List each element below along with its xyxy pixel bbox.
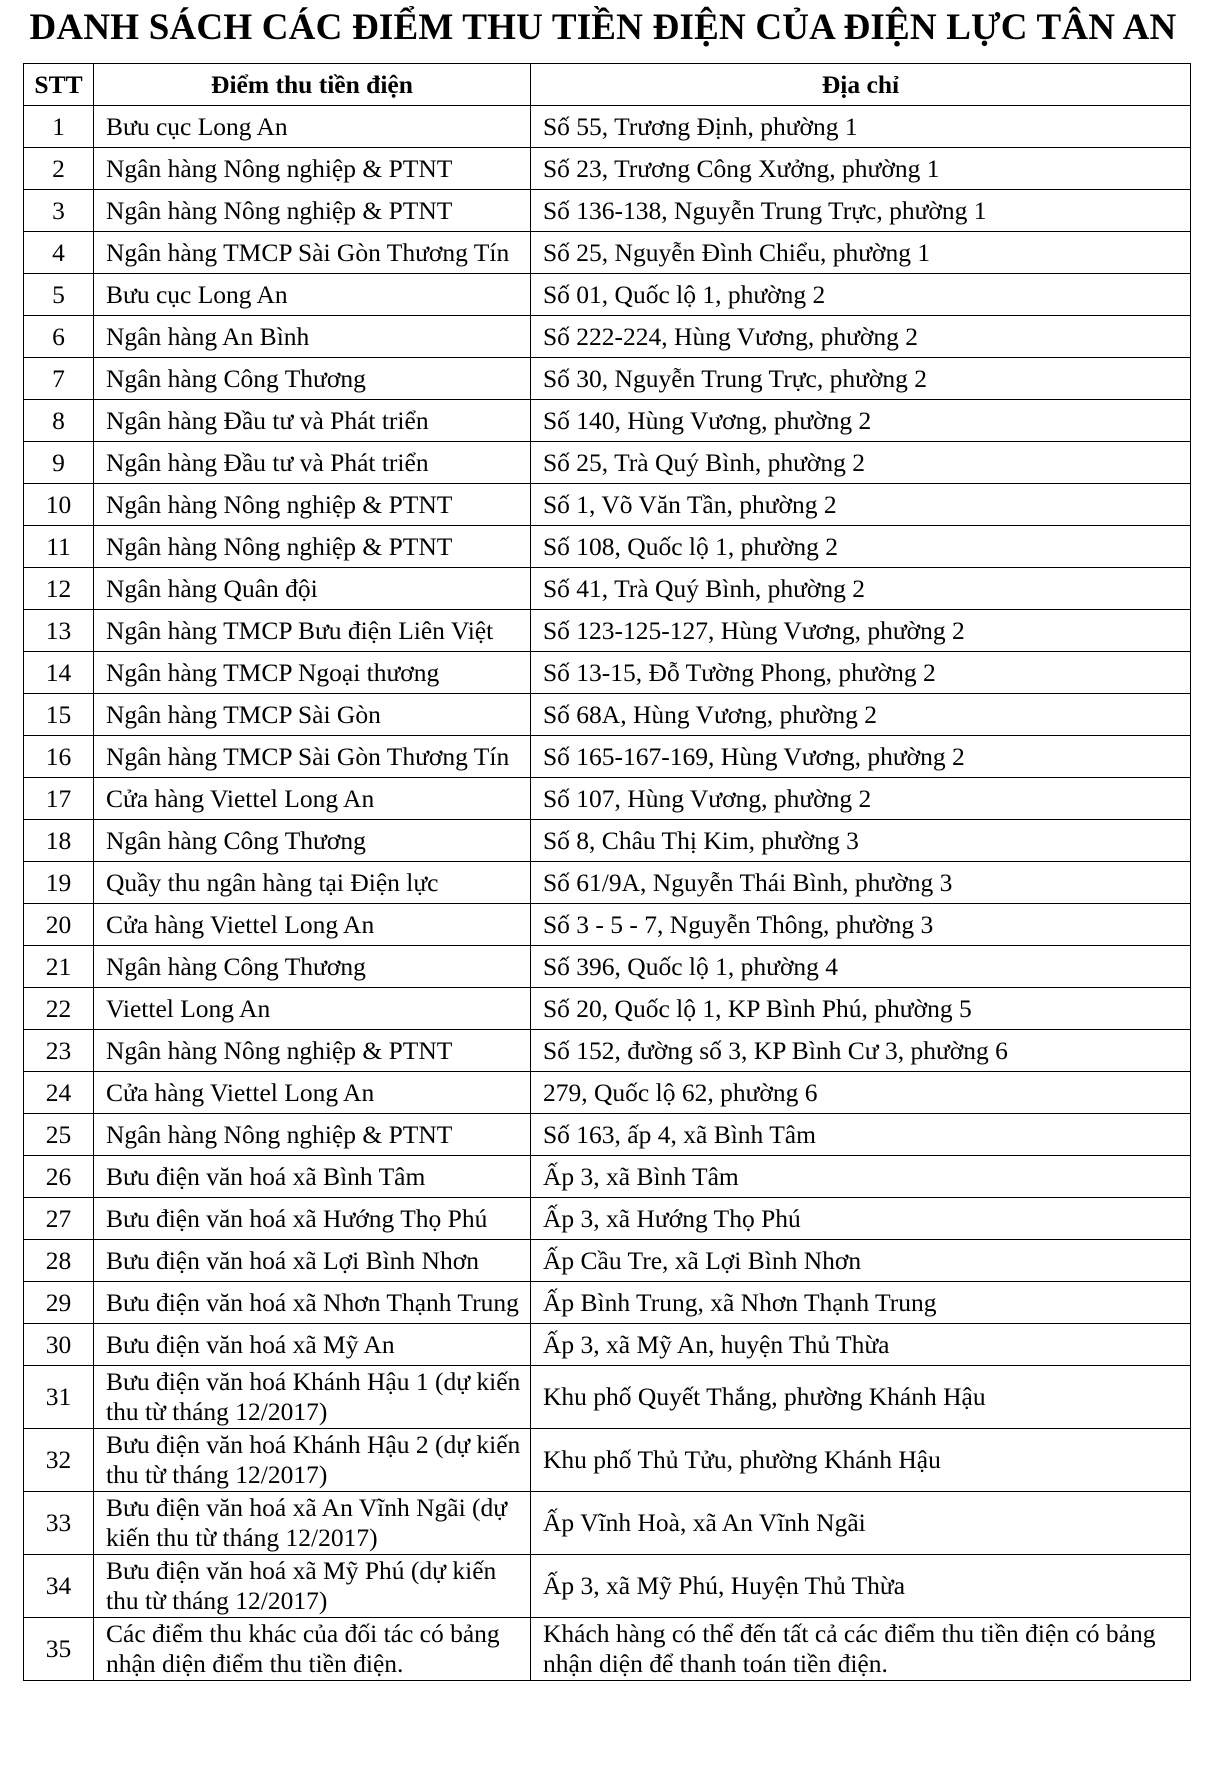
- table-row: [24, 988, 1191, 1030]
- cell-address: Ấp 3, xã Mỹ Phú, Huyện Thủ Thừa: [531, 1555, 1191, 1618]
- cell-address: Số 25, Nguyễn Đình Chiểu, phường 1: [531, 232, 1191, 274]
- cell-stt: 31: [24, 1366, 94, 1429]
- table-row: [24, 778, 1191, 820]
- cell-address: Số 1, Võ Văn Tần, phường 2: [531, 484, 1191, 526]
- cell-payment-point: Ngân hàng Công Thương: [94, 946, 531, 988]
- cell-payment-point: Ngân hàng TMCP Sài Gòn Thương Tín: [94, 736, 531, 778]
- cell-payment-point: Ngân hàng Nông nghiệp & PTNT: [94, 1114, 531, 1156]
- cell-payment-point: Ngân hàng Nông nghiệp & PTNT: [94, 148, 531, 190]
- cell-payment-point: Quầy thu ngân hàng tại Điện lực: [94, 862, 531, 904]
- cell-stt: 6: [24, 316, 94, 358]
- cell-stt: 34: [24, 1555, 94, 1618]
- cell-address: Số 25, Trà Quý Bình, phường 2: [531, 442, 1191, 484]
- cell-stt: 21: [24, 946, 94, 988]
- table-row: [24, 1618, 1191, 1681]
- cell-stt: 11: [24, 526, 94, 568]
- cell-stt: 4: [24, 232, 94, 274]
- cell-stt: 10: [24, 484, 94, 526]
- cell-address: Số 123-125-127, Hùng Vương, phường 2: [531, 610, 1191, 652]
- table-body: [24, 106, 1191, 1681]
- cell-payment-point: Bưu điện văn hoá xã Lợi Bình Nhơn: [94, 1240, 531, 1282]
- header-stt: STT: [24, 64, 94, 106]
- cell-payment-point: Ngân hàng TMCP Sài Gòn Thương Tín: [94, 232, 531, 274]
- cell-payment-point: Bưu điện văn hoá xã Mỹ Phú (dự kiến thu từ tháng 12/2017): [94, 1555, 531, 1618]
- cell-payment-point: Ngân hàng Nông nghiệp & PTNT: [94, 526, 531, 568]
- cell-payment-point: Bưu điện văn hoá xã Hướng Thọ Phú: [94, 1198, 531, 1240]
- cell-address: Số 107, Hùng Vương, phường 2: [531, 778, 1191, 820]
- cell-stt: 15: [24, 694, 94, 736]
- cell-payment-point: Ngân hàng Công Thương: [94, 820, 531, 862]
- cell-address: Số 23, Trương Công Xưởng, phường 1: [531, 148, 1191, 190]
- cell-payment-point: Bưu điện văn hoá xã Bình Tâm: [94, 1156, 531, 1198]
- cell-address: Số 152, đường số 3, KP Bình Cư 3, phường 6: [531, 1030, 1191, 1072]
- cell-address: Số 61/9A, Nguyễn Thái Bình, phường 3: [531, 862, 1191, 904]
- table-row: [24, 1366, 1191, 1429]
- cell-stt: 32: [24, 1429, 94, 1492]
- table-row: [24, 232, 1191, 274]
- payment-points-table: [23, 63, 1191, 1681]
- cell-address: Số 8, Châu Thị Kim, phường 3: [531, 820, 1191, 862]
- cell-stt: 20: [24, 904, 94, 946]
- table-row: [24, 1555, 1191, 1618]
- table-row: [24, 526, 1191, 568]
- cell-address: Ấp Cầu Tre, xã Lợi Bình Nhơn: [531, 1240, 1191, 1282]
- cell-stt: 14: [24, 652, 94, 694]
- table-row: [24, 946, 1191, 988]
- cell-stt: 26: [24, 1156, 94, 1198]
- cell-stt: 19: [24, 862, 94, 904]
- cell-stt: 8: [24, 400, 94, 442]
- header-address: Địa chỉ: [531, 64, 1191, 106]
- cell-stt: 3: [24, 190, 94, 232]
- table-row: [24, 1492, 1191, 1555]
- cell-payment-point: Bưu điện văn hoá xã An Vĩnh Ngãi (dự kiến thu từ tháng 12/2017): [94, 1492, 531, 1555]
- cell-stt: 25: [24, 1114, 94, 1156]
- table-row: [24, 484, 1191, 526]
- cell-stt: 9: [24, 442, 94, 484]
- cell-payment-point: Bưu điện văn hoá xã Mỹ An: [94, 1324, 531, 1366]
- cell-address: Số 41, Trà Quý Bình, phường 2: [531, 568, 1191, 610]
- table-header-row: [24, 64, 1191, 106]
- cell-stt: 13: [24, 610, 94, 652]
- cell-address: Số 68A, Hùng Vương, phường 2: [531, 694, 1191, 736]
- cell-payment-point: Cửa hàng Viettel Long An: [94, 904, 531, 946]
- cell-stt: 23: [24, 1030, 94, 1072]
- cell-stt: 29: [24, 1282, 94, 1324]
- table-row: [24, 1072, 1191, 1114]
- table-row: [24, 1429, 1191, 1492]
- table-row: [24, 442, 1191, 484]
- cell-payment-point: Ngân hàng TMCP Bưu điện Liên Việt: [94, 610, 531, 652]
- table-row: [24, 1156, 1191, 1198]
- table-row: [24, 358, 1191, 400]
- table-row: [24, 736, 1191, 778]
- cell-address: Số 136-138, Nguyễn Trung Trực, phường 1: [531, 190, 1191, 232]
- cell-payment-point: Ngân hàng Nông nghiệp & PTNT: [94, 1030, 531, 1072]
- cell-stt: 1: [24, 106, 94, 148]
- table-row: [24, 904, 1191, 946]
- cell-stt: 17: [24, 778, 94, 820]
- table-row: [24, 1282, 1191, 1324]
- cell-payment-point: Cửa hàng Viettel Long An: [94, 1072, 531, 1114]
- cell-address: Ấp 3, xã Mỹ An, huyện Thủ Thừa: [531, 1324, 1191, 1366]
- cell-stt: 30: [24, 1324, 94, 1366]
- page-title: DANH SÁCH CÁC ĐIỂM THU TIỀN ĐIỆN CỦA ĐIỆN LỰC TÂN AN: [29, 7, 1177, 48]
- cell-stt: 12: [24, 568, 94, 610]
- table-row: [24, 568, 1191, 610]
- cell-stt: 35: [24, 1618, 94, 1681]
- cell-payment-point: Ngân hàng Nông nghiệp & PTNT: [94, 484, 531, 526]
- cell-address: Số 20, Quốc lộ 1, KP Bình Phú, phường 5: [531, 988, 1191, 1030]
- cell-payment-point: Viettel Long An: [94, 988, 531, 1030]
- cell-stt: 22: [24, 988, 94, 1030]
- cell-address: Ấp Vĩnh Hoà, xã An Vĩnh Ngãi: [531, 1492, 1191, 1555]
- cell-stt: 2: [24, 148, 94, 190]
- cell-address: Khách hàng có thể đến tất cả các điểm thu tiền điện có bảng nhận diện để thanh toán tiền điện.: [531, 1618, 1191, 1681]
- cell-payment-point: Bưu điện văn hoá Khánh Hậu 2 (dự kiến thu từ tháng 12/2017): [94, 1429, 531, 1492]
- table-row: [24, 862, 1191, 904]
- table-row: [24, 1198, 1191, 1240]
- cell-address: Ấp 3, xã Hướng Thọ Phú: [531, 1198, 1191, 1240]
- cell-address: Số 30, Nguyễn Trung Trực, phường 2: [531, 358, 1191, 400]
- header-payment-point: Điểm thu tiền điện: [94, 64, 531, 106]
- cell-stt: 33: [24, 1492, 94, 1555]
- table-row: [24, 820, 1191, 862]
- cell-address: Số 165-167-169, Hùng Vương, phường 2: [531, 736, 1191, 778]
- cell-address: Số 55, Trương Định, phường 1: [531, 106, 1191, 148]
- cell-address: Khu phố Quyết Thắng, phường Khánh Hậu: [531, 1366, 1191, 1429]
- cell-stt: 27: [24, 1198, 94, 1240]
- cell-address: Khu phố Thủ Tửu, phường Khánh Hậu: [531, 1429, 1191, 1492]
- cell-address: Số 163, ấp 4, xã Bình Tâm: [531, 1114, 1191, 1156]
- table-row: [24, 652, 1191, 694]
- table-row: [24, 190, 1191, 232]
- cell-stt: 28: [24, 1240, 94, 1282]
- cell-payment-point: Bưu cục Long An: [94, 274, 531, 316]
- table-row: [24, 1324, 1191, 1366]
- cell-payment-point: Ngân hàng Công Thương: [94, 358, 531, 400]
- cell-stt: 24: [24, 1072, 94, 1114]
- cell-payment-point: Bưu điện văn hoá Khánh Hậu 1 (dự kiến thu từ tháng 12/2017): [94, 1366, 531, 1429]
- cell-stt: 16: [24, 736, 94, 778]
- cell-payment-point: Ngân hàng TMCP Ngoại thương: [94, 652, 531, 694]
- cell-payment-point: Cửa hàng Viettel Long An: [94, 778, 531, 820]
- table-row: [24, 694, 1191, 736]
- table-row: [24, 106, 1191, 148]
- table-row: [24, 1240, 1191, 1282]
- cell-address: Số 108, Quốc lộ 1, phường 2: [531, 526, 1191, 568]
- table-row: [24, 610, 1191, 652]
- table-row: [24, 400, 1191, 442]
- table-row: [24, 1030, 1191, 1072]
- cell-address: Số 140, Hùng Vương, phường 2: [531, 400, 1191, 442]
- cell-payment-point: Ngân hàng Nông nghiệp & PTNT: [94, 190, 531, 232]
- table-row: [24, 148, 1191, 190]
- cell-address: Số 3 - 5 - 7, Nguyễn Thông, phường 3: [531, 904, 1191, 946]
- cell-payment-point: Ngân hàng Đầu tư và Phát triển: [94, 400, 531, 442]
- cell-payment-point: Ngân hàng TMCP Sài Gòn: [94, 694, 531, 736]
- cell-payment-point: Ngân hàng An Bình: [94, 316, 531, 358]
- cell-address: Số 396, Quốc lộ 1, phường 4: [531, 946, 1191, 988]
- cell-stt: 5: [24, 274, 94, 316]
- table-row: [24, 316, 1191, 358]
- cell-payment-point: Các điểm thu khác của đối tác có bảng nhận diện điểm thu tiền điện.: [94, 1618, 531, 1681]
- cell-address: Ấp Bình Trung, xã Nhơn Thạnh Trung: [531, 1282, 1191, 1324]
- cell-payment-point: Ngân hàng Quân đội: [94, 568, 531, 610]
- cell-payment-point: Ngân hàng Đầu tư và Phát triển: [94, 442, 531, 484]
- cell-address: 279, Quốc lộ 62, phường 6: [531, 1072, 1191, 1114]
- cell-address: Ấp 3, xã Bình Tâm: [531, 1156, 1191, 1198]
- cell-address: Số 13-15, Đỗ Tường Phong, phường 2: [531, 652, 1191, 694]
- table-row: [24, 1114, 1191, 1156]
- cell-payment-point: Bưu cục Long An: [94, 106, 531, 148]
- table-row: [24, 274, 1191, 316]
- cell-stt: 18: [24, 820, 94, 862]
- cell-stt: 7: [24, 358, 94, 400]
- cell-address: Số 222-224, Hùng Vương, phường 2: [531, 316, 1191, 358]
- cell-address: Số 01, Quốc lộ 1, phường 2: [531, 274, 1191, 316]
- cell-payment-point: Bưu điện văn hoá xã Nhơn Thạnh Trung: [94, 1282, 531, 1324]
